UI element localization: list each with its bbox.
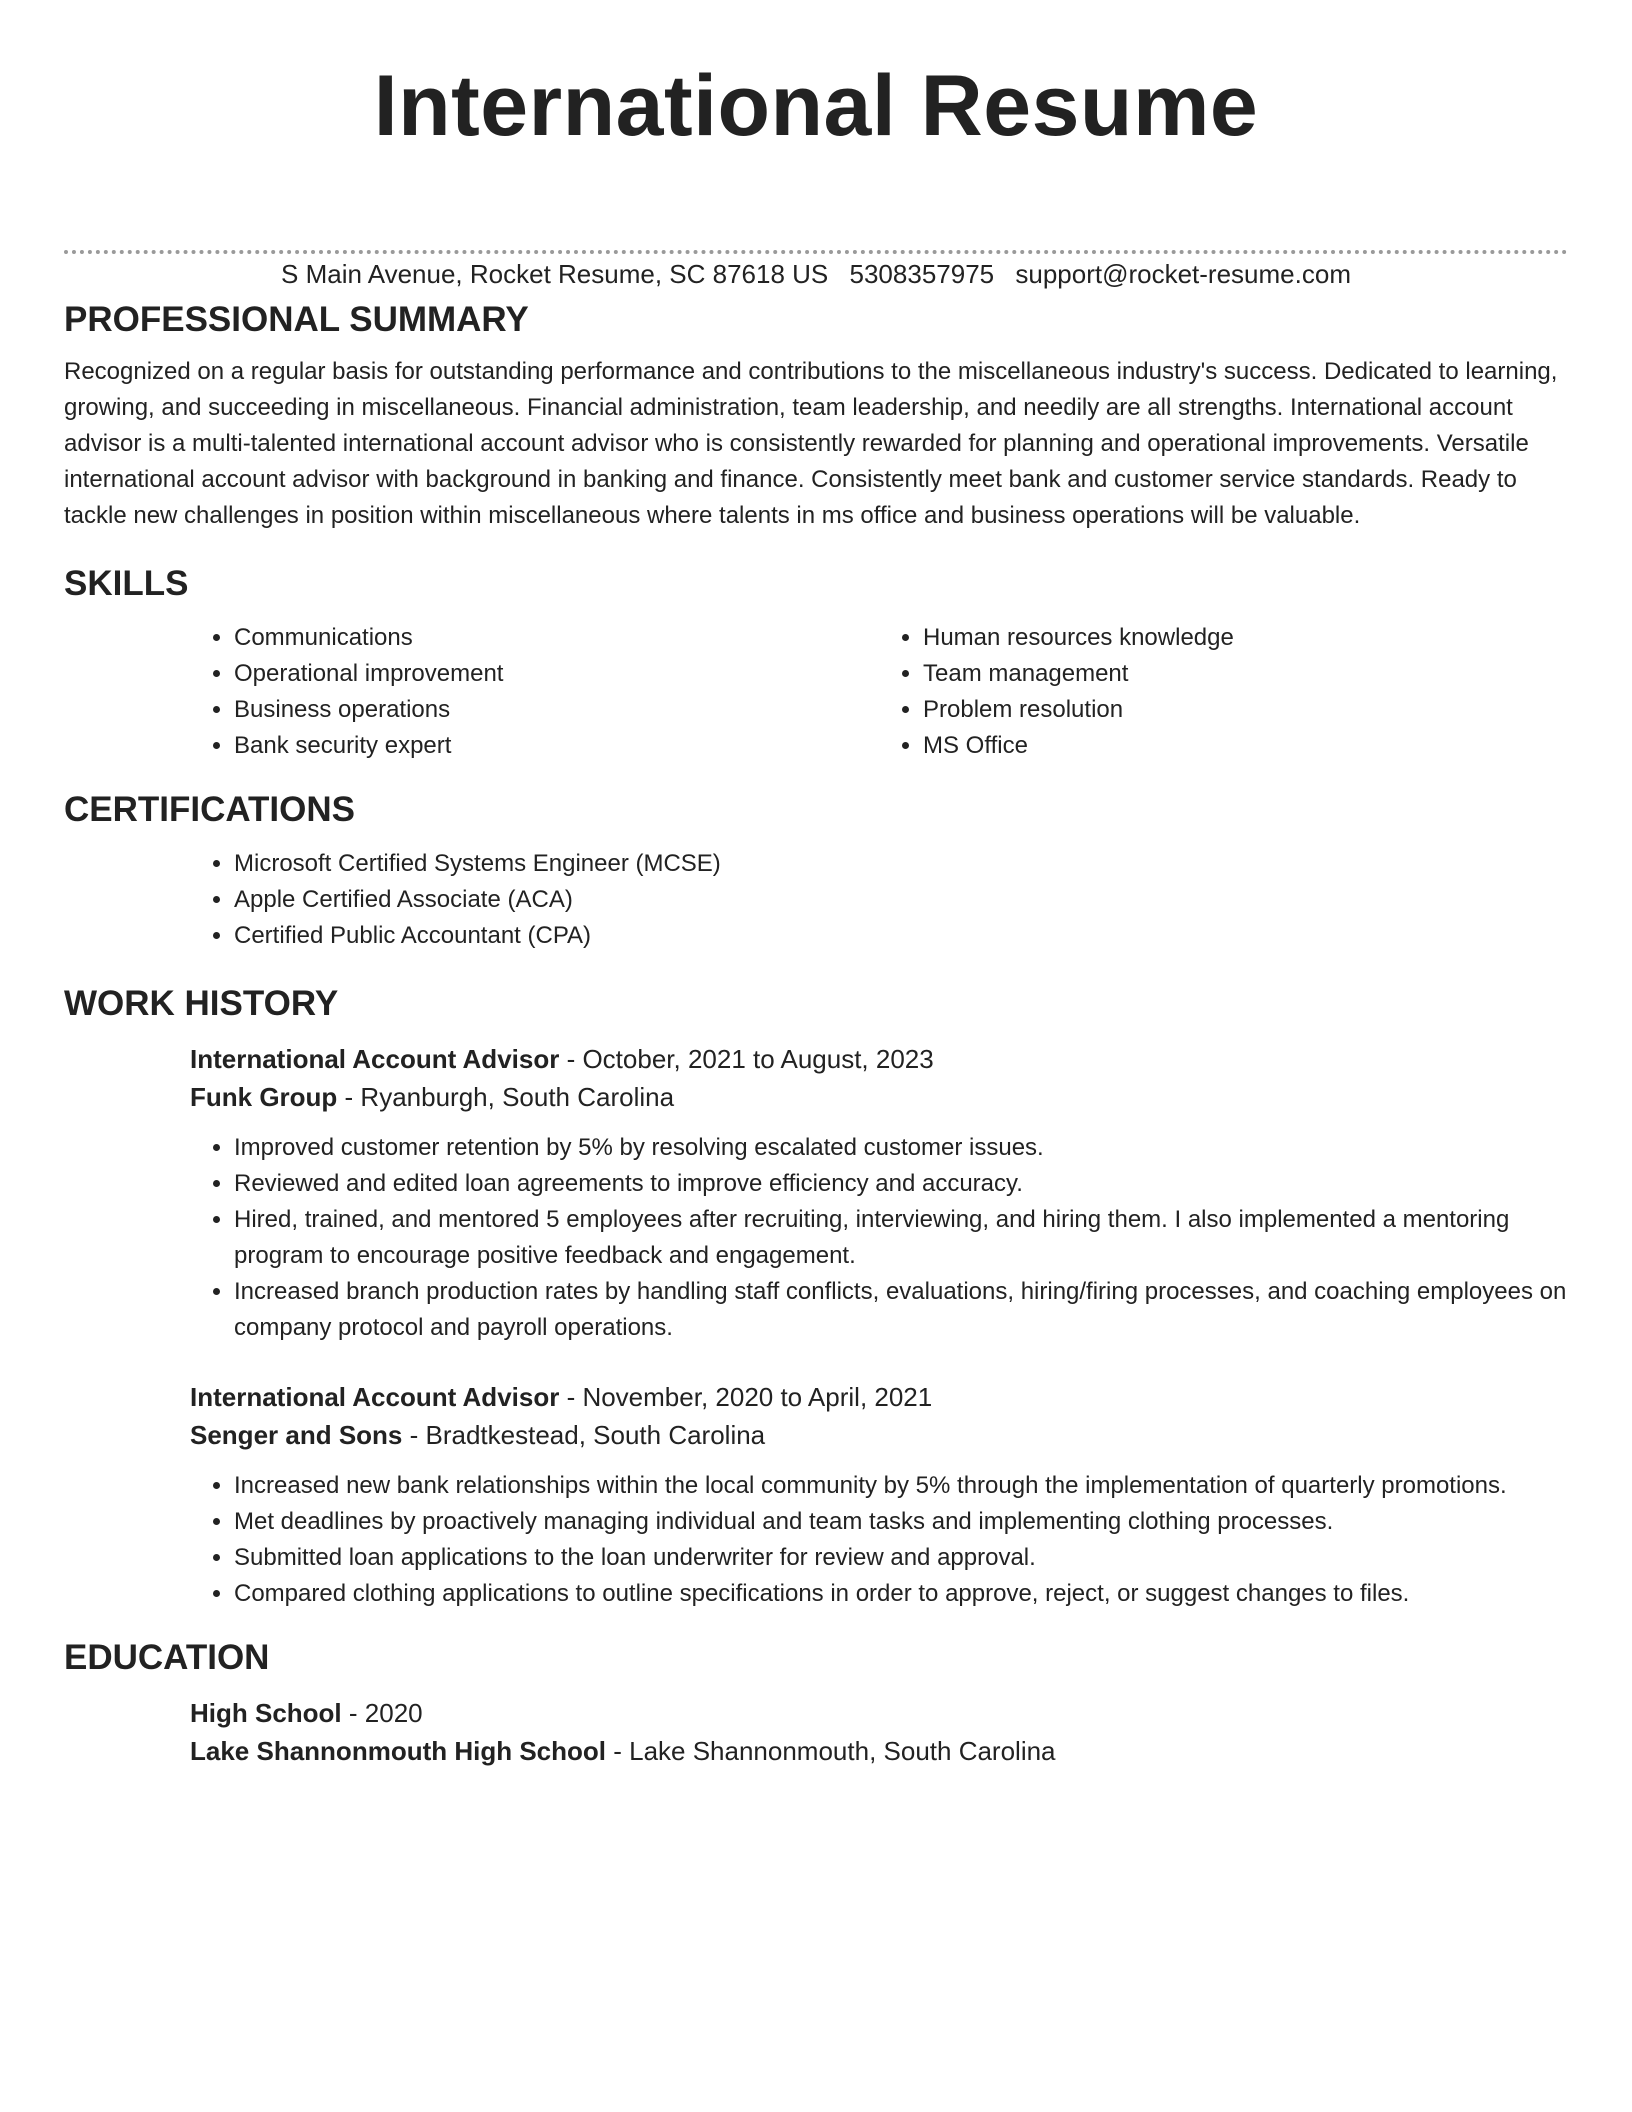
job-bullet: • Increased new bank relationships within the local community by 5% through the implementation of quarterly promotions. — [234, 1468, 1568, 1504]
skill-item: • Problem resolution — [923, 692, 1568, 728]
job-title-line — [190, 1378, 1568, 1416]
job-bullet: • Improved customer retention by 5% by resolving escalated customer issues. — [234, 1130, 1568, 1166]
job-bullet: • Increased branch production rates by handling staff conflicts, evaluations, hiring/firing processes, and coaching employees on company protocol and payroll operations. — [234, 1274, 1568, 1346]
certification-item: • Microsoft Certified Systems Engineer (MCSE) — [234, 846, 1568, 882]
education-degree: High School — [190, 1698, 342, 1728]
education-section — [64, 1634, 1568, 1770]
contact-address: S Main Avenue, Rocket Resume, SC 87618 US — [281, 259, 829, 289]
certification-item: • Apple Certified Associate (ACA) — [234, 882, 1568, 918]
job-company-line — [190, 1078, 1568, 1116]
resume-name: International Resume — [373, 58, 1259, 154]
skill-item: • Team management — [923, 656, 1568, 692]
job-location: - Bradtkestead, South Carolina — [402, 1420, 766, 1450]
skills-list-left — [190, 620, 879, 764]
job-location: - Ryanburgh, South Carolina — [337, 1082, 675, 1112]
contact-phone: 5308357975 — [849, 259, 995, 289]
job-company-line — [190, 1416, 1568, 1454]
skills-heading: SKILLS — [64, 564, 189, 603]
skill-item: • Operational improvement — [234, 656, 879, 692]
education-heading: EDUCATION — [64, 1638, 270, 1677]
job-bullet: • Submitted loan applications to the loan underwriter for review and approval. — [234, 1540, 1568, 1576]
skill-item: • Human resources knowledge — [923, 620, 1568, 656]
certifications-heading: CERTIFICATIONS — [64, 790, 356, 829]
job-bullet: • Met deadlines by proactively managing individual and team tasks and implementing clothing processes. — [234, 1504, 1568, 1540]
job-bullets — [190, 1130, 1568, 1346]
skill-item: • Bank security expert — [234, 728, 879, 764]
work-history-heading: WORK HISTORY — [64, 984, 339, 1023]
job-bullet: • Reviewed and edited loan agreements to improve efficiency and accuracy. — [234, 1166, 1568, 1202]
summary-heading: PROFESSIONAL SUMMARY — [64, 300, 529, 339]
work-history-section — [64, 980, 1568, 1612]
skills-section — [64, 560, 1568, 764]
job-entry — [190, 1040, 1568, 1346]
certifications-list — [190, 846, 1568, 954]
job-title-line — [190, 1040, 1568, 1078]
job-company: Funk Group — [190, 1082, 338, 1112]
job-title: International Account Advisor — [190, 1382, 560, 1412]
job-bullets — [190, 1468, 1568, 1612]
job-entry — [190, 1378, 1568, 1612]
education-entry — [190, 1694, 1568, 1770]
certification-item: • Certified Public Accountant (CPA) — [234, 918, 1568, 954]
job-company: Senger and Sons — [190, 1420, 403, 1450]
education-year: - 2020 — [341, 1698, 423, 1728]
skill-item: • Business operations — [234, 692, 879, 728]
job-dates: - November, 2020 to April, 2021 — [559, 1382, 933, 1412]
job-bullet: • Hired, trained, and mentored 5 employees after recruiting, interviewing, and hiring them. I also implemented a mentoring program to encourage positive feedback and engagement. — [234, 1202, 1568, 1274]
skill-item: • Communications — [234, 620, 879, 656]
certifications-section — [64, 786, 1568, 954]
education-degree-line — [190, 1694, 1568, 1732]
summary-text: Recognized on a regular basis for outstanding performance and contributions to the miscellaneous industry's success. Dedicated to learning, growing, and succeeding in miscellaneous. Financial administration, team leadership, and needily are all strengths. International account advisor is a multi-talented international account advisor who is consistently rewarded for planning and operational improvements. Versatile international account advisor with background in banking and finance. Consistently meet bank and customer service standards. Ready to tackle new challenges in position within miscellaneous where talents in ms office and business operations will be valuable. — [64, 358, 1558, 529]
education-location: - Lake Shannonmouth, South Carolina — [606, 1736, 1056, 1766]
skill-item: • MS Office — [923, 728, 1568, 764]
contact-line — [0, 258, 1632, 290]
job-dates: - October, 2021 to August, 2023 — [559, 1044, 934, 1074]
contact-email: support@rocket-resume.com — [1015, 259, 1351, 289]
skills-list-right — [879, 620, 1568, 764]
education-school: Lake Shannonmouth High School — [190, 1736, 606, 1766]
header-divider — [64, 250, 1568, 254]
job-bullet: • Compared clothing applications to outline specifications in order to approve, reject, or suggest changes to files. — [234, 1576, 1568, 1612]
summary-section — [64, 296, 1568, 534]
resume-content — [64, 296, 1568, 1770]
job-title: International Account Advisor — [190, 1044, 560, 1074]
education-school-line — [190, 1732, 1568, 1770]
skills-columns — [190, 620, 1568, 764]
